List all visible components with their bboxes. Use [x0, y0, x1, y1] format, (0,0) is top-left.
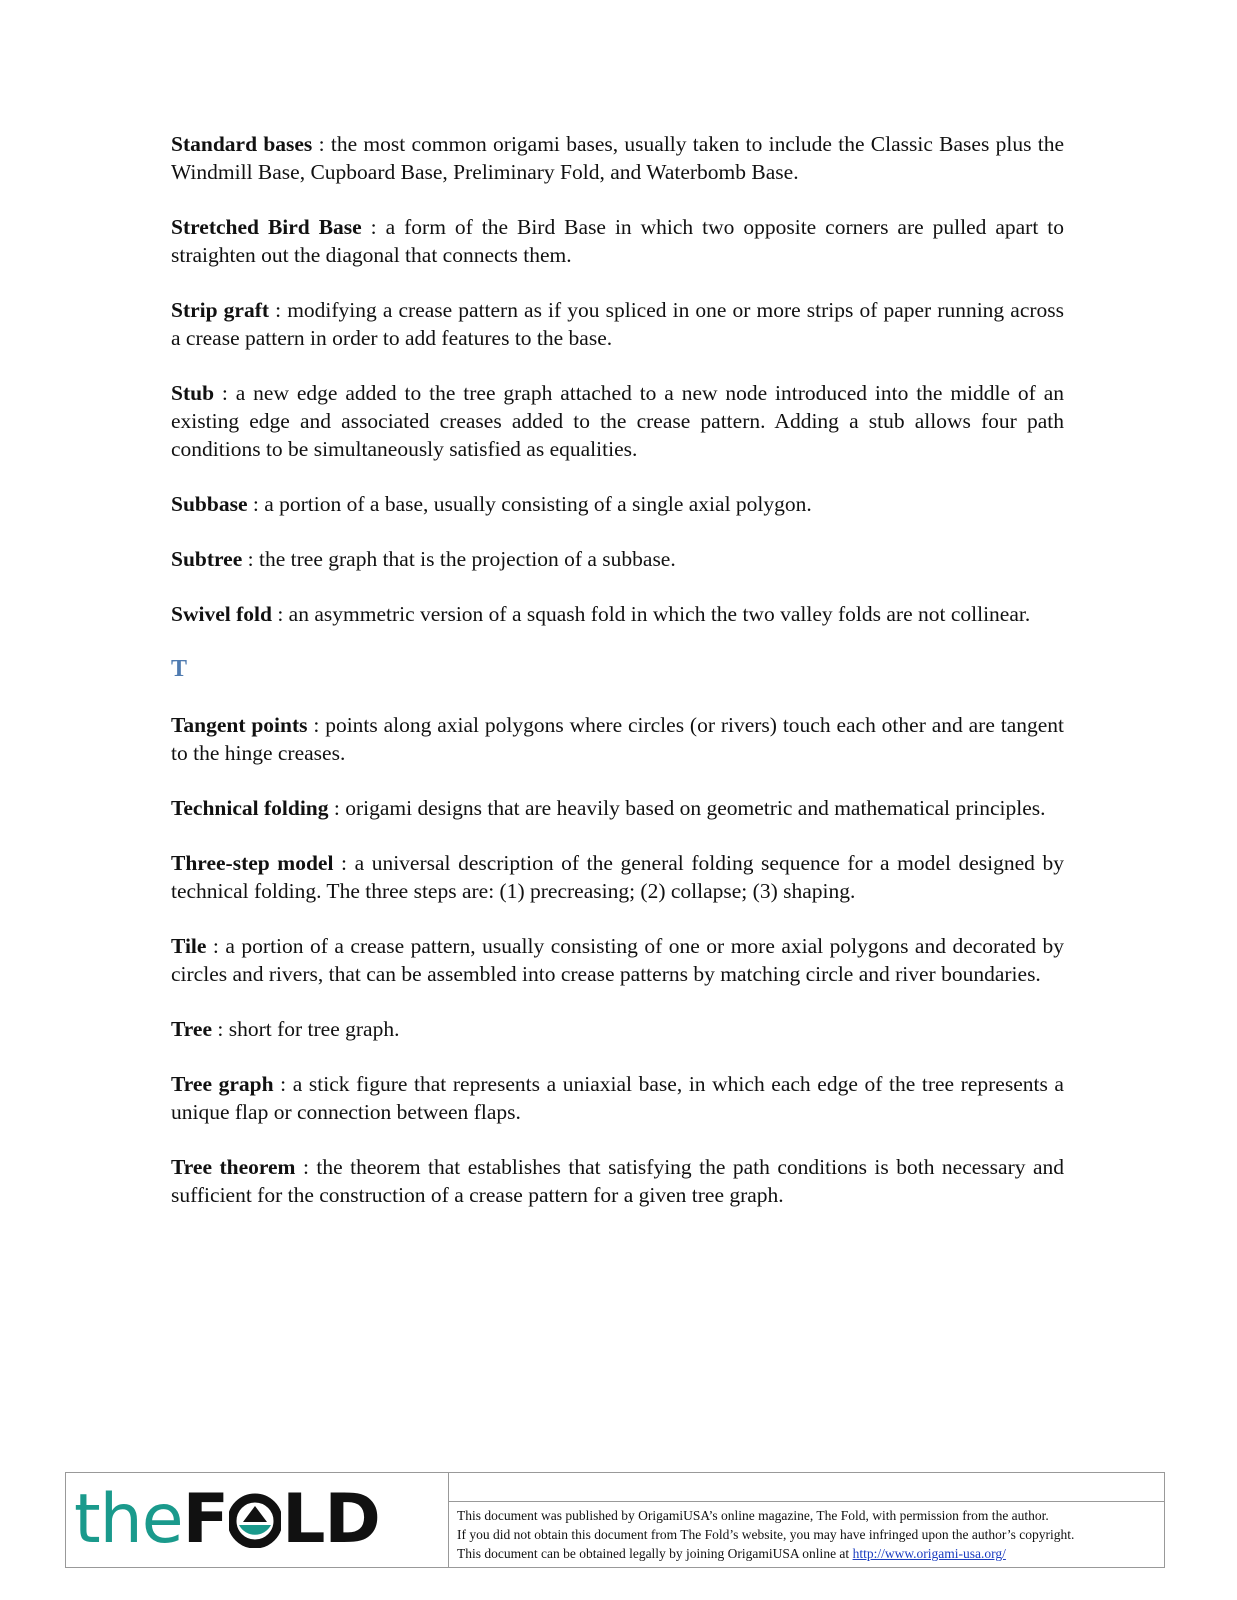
glossary-definition: : an asymmetric version of a squash fold in which the two valley folds are not collinear. [271, 602, 1031, 626]
glossary-entry [171, 296, 1064, 352]
glossary-section-t [171, 711, 1064, 1209]
glossary-term: Three-step model [171, 851, 334, 875]
glossary-definition: : a portion of a crease pattern, usually consisting of one or more axial polygons and decorated by circles and rivers, that can be assembled into crease patterns by matching circle and river boundaries. [171, 934, 1064, 986]
glossary-term: Swivel fold [171, 602, 272, 626]
glossary-term: Stretched Bird Base [171, 215, 362, 239]
glossary-definition: : a new edge added to the tree graph attached to a new node introduced into the middle of an existing edge and associated creases added to the crease pattern. Adding a stub allows four path conditions to be simultaneously satisfied as equalities. [171, 381, 1064, 461]
fold-logo-box [66, 1473, 449, 1567]
glossary-definition: : a form of the Bird Base in which two opposite corners are pulled apart to straighten out the diagonal that connects them. [171, 215, 1064, 267]
glossary-term: Tile [171, 934, 207, 958]
glossary-definition: : the tree graph that is the projection of a subbase. [242, 547, 676, 571]
logo-the: the [74, 1480, 183, 1559]
notice-line-1: This document was published by OrigamiUSA’s online magazine, The Fold, with permission from the author. [457, 1508, 1049, 1523]
notice-line-2: If you did not obtain this document from The Fold’s website, you may have infringed upon the author’s copyright. [457, 1527, 1075, 1542]
glossary-definition: : modifying a crease pattern as if you spliced in one or more strips of paper running across a crease pattern in order to add features to the base. [171, 298, 1065, 350]
glossary-section-s [171, 130, 1064, 628]
glossary-content [171, 130, 1064, 1236]
glossary-definition: : the theorem that establishes that satisfying the path conditions is both necessary and sufficient for the construction of a crease pattern for a given tree graph. [171, 1155, 1064, 1207]
glossary-entry [171, 213, 1064, 269]
glossary-entry [171, 545, 1064, 573]
glossary-entry [171, 794, 1064, 822]
footer-banner [65, 1472, 1165, 1568]
glossary-term: Tangent points [171, 713, 308, 737]
glossary-term: Tree graph [171, 1072, 274, 1096]
glossary-term: Technical folding [171, 796, 329, 820]
glossary-definition: : short for tree graph. [211, 1017, 400, 1041]
glossary-entry [171, 1153, 1064, 1209]
glossary-definition: : origami designs that are heavily based on geometric and mathematical principles. [328, 796, 1046, 820]
glossary-term: Strip graft [171, 298, 270, 322]
glossary-entry [171, 1070, 1064, 1126]
glossary-definition: : a universal description of the general folding sequence for a model designed by technical folding. The three steps are: (1) precreasing; (2) collapse; (3) shaping. [171, 851, 1064, 903]
origami-usa-link[interactable]: http://www.origami-usa.org/ [852, 1546, 1006, 1561]
glossary-entry [171, 932, 1064, 988]
glossary-term: Subbase [171, 492, 248, 516]
fold-o-icon [229, 1492, 281, 1548]
glossary-entry [171, 849, 1064, 905]
logo-ld: LD [282, 1480, 380, 1559]
glossary-entry [171, 1015, 1064, 1043]
glossary-definition: : a portion of a base, usually consisting of a single axial polygon. [247, 492, 812, 516]
section-heading-t: T [171, 656, 188, 682]
glossary-entry [171, 600, 1064, 628]
copyright-notice [449, 1473, 1164, 1567]
fold-logo [74, 1480, 380, 1559]
glossary-term: Tree theorem [171, 1155, 296, 1179]
notice-line-3: This document can be obtained legally by joining OrigamiUSA online at http://www.origami-usa.org/ [457, 1546, 1006, 1561]
glossary-entry [171, 711, 1064, 767]
glossary-definition: : points along axial polygons where circles (or rivers) touch each other and are tangent to the hinge creases. [171, 713, 1064, 765]
glossary-term: Stub [171, 381, 215, 405]
glossary-definition: : a stick figure that represents a uniaxial base, in which each edge of the tree represents a unique flap or connection between flaps. [171, 1072, 1064, 1124]
glossary-entry [171, 379, 1064, 463]
logo-f: F [182, 1480, 229, 1559]
glossary-entry [171, 490, 1064, 518]
glossary-term: Subtree [171, 547, 243, 571]
glossary-term: Tree [171, 1017, 212, 1041]
glossary-entry [171, 130, 1064, 186]
glossary-definition: : the most common origami bases, usually taken to include the Classic Bases plus the Windmill Base, Cupboard Base, Preliminary Fold, and Waterbomb Base. [171, 132, 1065, 184]
glossary-term: Standard bases [171, 132, 313, 156]
